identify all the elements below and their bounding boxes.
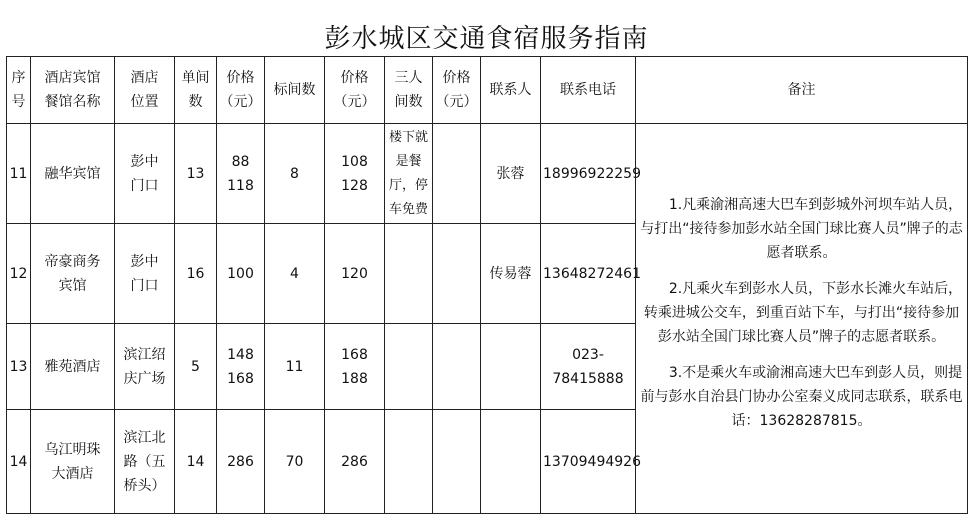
- header-seq: 序 号: [7, 57, 31, 124]
- standard-room-count: 4: [265, 224, 325, 324]
- single-room-price: 88 118: [217, 124, 265, 224]
- contact-person: 传易蓉: [481, 224, 541, 324]
- standard-room-price: 108 128: [325, 124, 385, 224]
- single-room-count: 14: [175, 410, 217, 514]
- hotel-name: 融华宾馆: [31, 124, 115, 224]
- hotel-location: 滨江绍 庆广场: [115, 324, 175, 410]
- hotel-location: 滨江北 路（五 桥头）: [115, 410, 175, 514]
- single-room-count: 5: [175, 324, 217, 410]
- contact-person: 张蓉: [481, 124, 541, 224]
- standard-room-count: 70: [265, 410, 325, 514]
- contact-phone: 18996922259: [541, 124, 636, 224]
- contact-phone: 13648272461: [541, 224, 636, 324]
- hotel-location: 彭中 门口: [115, 224, 175, 324]
- triple-room-price: [433, 324, 481, 410]
- contact-phone: 13709494926: [541, 410, 636, 514]
- contact-phone: 023- 78415888: [541, 324, 636, 410]
- single-room-price: 148 168: [217, 324, 265, 410]
- header-remarks: 备注: [636, 57, 968, 124]
- contact-person: [481, 410, 541, 514]
- remarks-cell: [636, 124, 968, 514]
- row-seq: 13: [7, 324, 31, 410]
- single-room-count: 16: [175, 224, 217, 324]
- row-seq: 14: [7, 410, 31, 514]
- remark-paragraph: 2.凡乘火车到彭水人员，下彭水长滩火车站后，转乘进城公交车，到重百站下车，与打出“接待参加彭水站全国门球比赛人员”牌子的志愿者联系。: [643, 280, 963, 345]
- standard-room-price: 168 188: [325, 324, 385, 410]
- header-price-2: 价格 （元）: [325, 57, 385, 124]
- single-room-price: 286: [217, 410, 265, 514]
- table-header-row: [7, 57, 968, 124]
- single-room-price: 100: [217, 224, 265, 324]
- standard-room-price: 120: [325, 224, 385, 324]
- table-row: [7, 124, 968, 224]
- header-contact: 联系人: [481, 57, 541, 124]
- hotel-name: 雅苑酒店: [31, 324, 115, 410]
- triple-room-info: [385, 410, 433, 514]
- triple-room-info: [385, 224, 433, 324]
- header-price-3: 价格 （元）: [433, 57, 481, 124]
- triple-room-price: [433, 410, 481, 514]
- row-seq: 12: [7, 224, 31, 324]
- document-title: 彭水城区交通食宿服务指南: [324, 24, 649, 55]
- header-price-1: 价格 （元）: [217, 57, 265, 124]
- hotel-name: 帝豪商务 宾馆: [31, 224, 115, 324]
- triple-room-info: [385, 324, 433, 410]
- header-triple-rooms: 三人 间数: [385, 57, 433, 124]
- single-room-count: 13: [175, 124, 217, 224]
- standard-room-count: 8: [265, 124, 325, 224]
- hotel-location: 彭中 门口: [115, 124, 175, 224]
- row-seq: 11: [7, 124, 31, 224]
- header-name: 酒店宾馆 餐馆名称: [31, 57, 115, 124]
- hotel-name: 乌江明珠 大酒店: [31, 410, 115, 514]
- header-location: 酒店 位置: [115, 57, 175, 124]
- header-single-rooms: 单间 数: [175, 57, 217, 124]
- triple-room-info: 楼下就 是餐 厅，停 车免费: [385, 124, 433, 224]
- triple-room-price: [433, 224, 481, 324]
- contact-person: [481, 324, 541, 410]
- standard-room-price: 286: [325, 410, 385, 514]
- hotel-guide-table: [6, 56, 968, 514]
- header-standard-rooms: 标间数: [265, 57, 325, 124]
- header-phone: 联系电话: [541, 57, 636, 124]
- remark-paragraph: 3.不是乘火车或渝湘高速大巴车到彭人员，则提前与彭水自治县门协办公室秦义成同志联系，联系电话：13628287815。: [640, 364, 963, 429]
- remark-paragraph: 1.凡乘渝湘高速大巴车到彭城外河坝车站人员，与打出“接待参加彭水站全国门球比赛人员”牌子的志愿者联系。: [640, 196, 963, 261]
- standard-room-count: 11: [265, 324, 325, 410]
- triple-room-price: [433, 124, 481, 224]
